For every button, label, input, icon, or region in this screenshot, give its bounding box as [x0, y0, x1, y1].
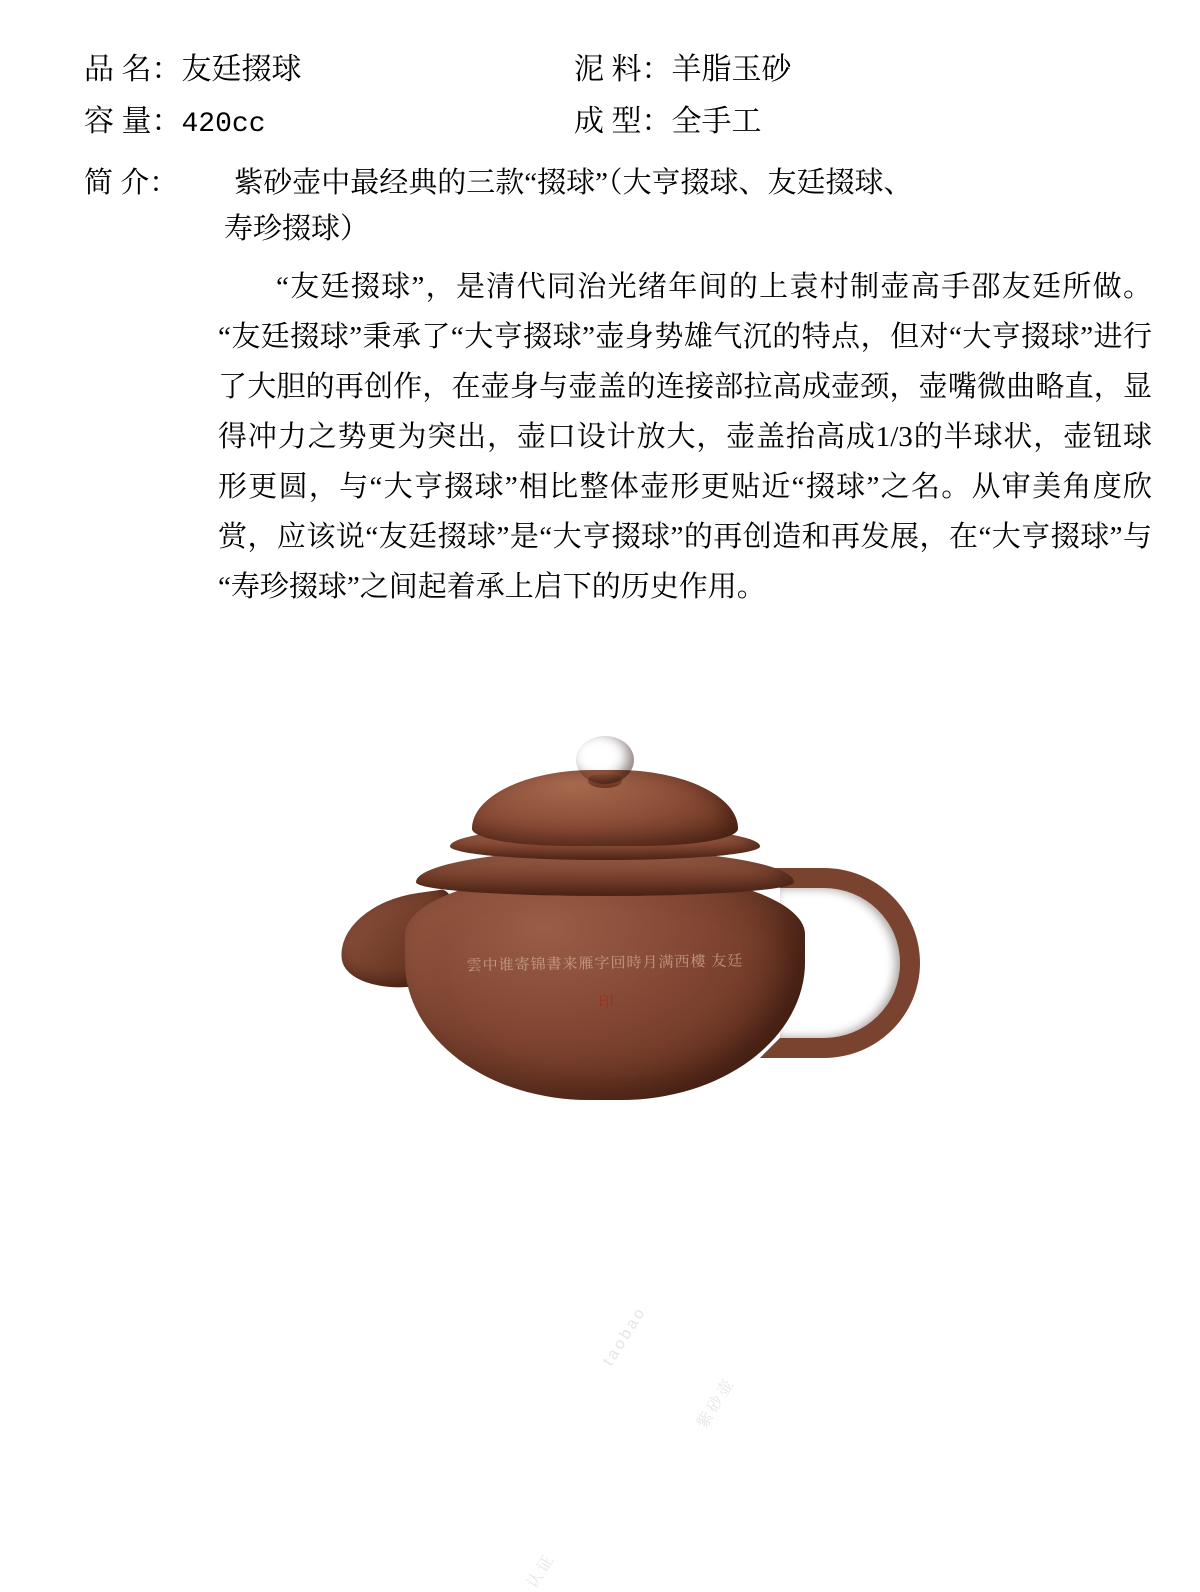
- spec-label-product-name: 品 名：: [84, 53, 182, 86]
- introduction-block: [84, 160, 1152, 612]
- spec-cell-product-name: [84, 44, 574, 88]
- spec-value-clay-material: 羊脂玉砂: [671, 53, 792, 86]
- spec-cell-capacity: [84, 96, 574, 140]
- teapot-knob: [576, 736, 634, 784]
- teapot-inscription: 雲中谁寄锦書来雁字回時月满西樓 友廷: [466, 953, 744, 974]
- intro-body-paragraph: “友廷掇球”，是清代同治光绪年间的上袁村制壶高手邵友廷所做。“友廷掇球”秉承了“大亨掇球”壶身势雄气沉的特点，但对“大亨掇球”进行了大胆的再创作，在壶身与壶盖的连接部拉高成壶颈，壶嘴微曲略直，显得冲力之势更为突出，壶口设计放大，壶盖抬高成1/3的半球状，壶钮球形更圆，与“大亨掇球”相比整体壶形更贴近“掇球”之名。从审美角度欣赏，应该说“友廷掇球”是“大亨掇球”的再创造和再发展，在“大亨掇球”与“寿珍掇球”之间起着承上启下的历史作用。: [218, 271, 1152, 603]
- spec-row: [84, 44, 1144, 96]
- spec-value-forming-method: 全手工: [671, 105, 762, 138]
- watermark-text: 紫砂壶: [694, 1374, 739, 1432]
- spec-value-product-name: 友廷掇球: [181, 53, 302, 86]
- teapot-seal-mark: 印: [598, 995, 614, 1011]
- spec-cell-clay-material: [574, 44, 792, 88]
- spec-cell-forming-method: [574, 96, 762, 140]
- watermark-text: taobao: [600, 1303, 650, 1370]
- spec-row: [84, 96, 1144, 148]
- spec-value-capacity: 420cc: [181, 109, 266, 140]
- intro-summary-line-1: 紫砂壶中最经典的三款“掇球”（大亨掇球、友廷掇球、: [234, 167, 913, 199]
- product-photo: [0, 660, 1200, 1592]
- teapot-illustration: [330, 700, 890, 1020]
- spec-block: [84, 44, 1144, 148]
- introduction-first-line: [84, 160, 1152, 206]
- spec-label-clay-material: 泥 料：: [574, 53, 672, 86]
- spec-label-forming-method: 成 型：: [574, 105, 672, 138]
- watermark-text: 认证: [524, 1550, 559, 1592]
- spec-label-capacity: 容 量：: [84, 105, 182, 138]
- intro-summary-line-2: 寿珍掇球）: [224, 213, 370, 245]
- intro-label: 简 介：: [84, 167, 179, 199]
